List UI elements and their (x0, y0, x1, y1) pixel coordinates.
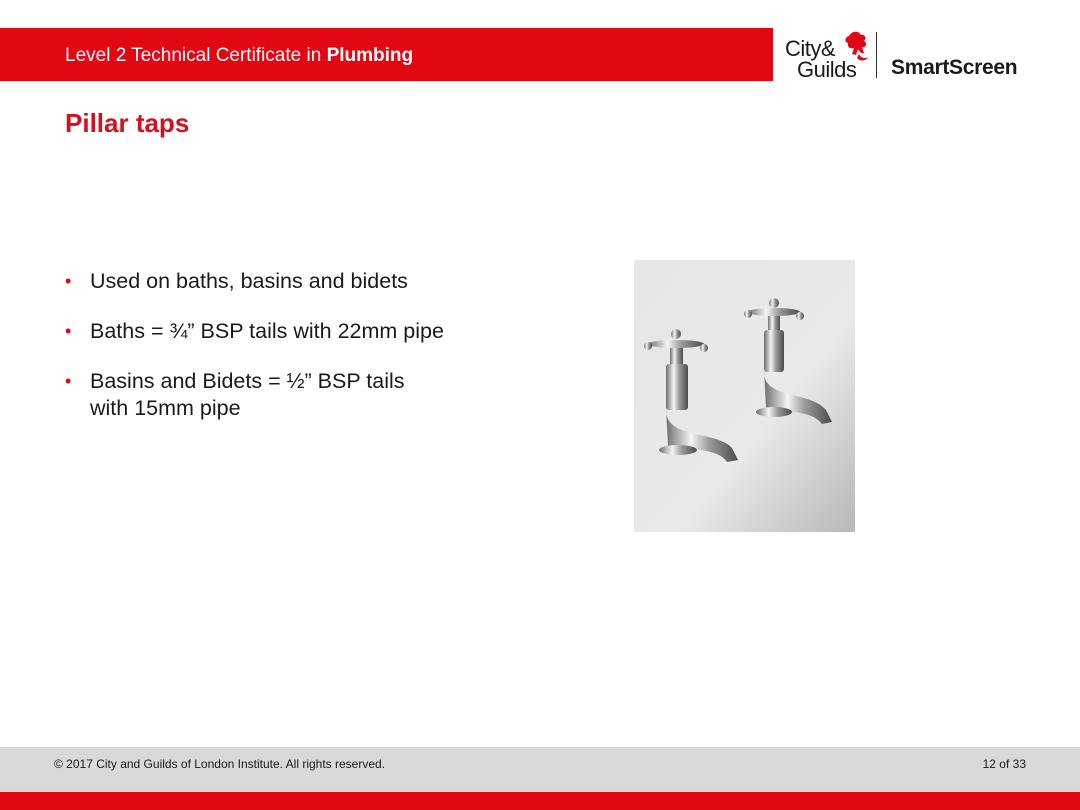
logo-divider (876, 32, 877, 78)
bullet-icon: • (65, 271, 72, 291)
course-title (65, 43, 413, 69)
smartscreen-wordmark: SmartScreen (891, 56, 1018, 79)
logo-text-city: City& (785, 36, 836, 61)
bullet-text: Baths = ¾” BSP tails with 22mm pipe (90, 319, 444, 343)
course-title-prefix: Level 2 Technical Certificate in (65, 45, 327, 66)
copyright-notice: © 2017 City and Guilds of London Institute. All rights reserved. (54, 757, 386, 771)
bullet-text: Used on baths, basins and bidets (90, 269, 408, 293)
lion-emblem-icon (839, 30, 871, 64)
bullet-list (65, 268, 485, 445)
slide-title: Pillar taps (65, 108, 190, 138)
bullet-icon: • (65, 321, 72, 341)
logo-text-guilds: Guilds (797, 57, 857, 82)
bottom-accent-strip (0, 792, 1080, 810)
pillar-taps-photo (634, 260, 855, 532)
bullet-item (65, 318, 485, 345)
bullet-icon: • (65, 371, 72, 391)
bullet-item (65, 268, 485, 295)
bullet-text: Basins and Bidets = ½” BSP tails with 15mm pipe (90, 369, 405, 420)
bullet-item (65, 368, 420, 422)
course-title-subject: Plumbing (326, 45, 414, 66)
page-indicator: 12 of 33 (982, 757, 1026, 771)
city-guilds-smartscreen-logo (783, 28, 1028, 82)
